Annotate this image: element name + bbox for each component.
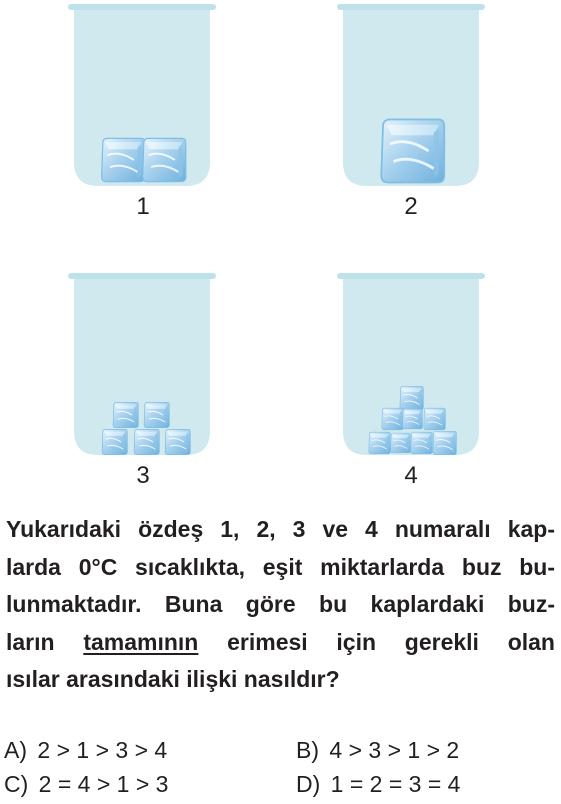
underlined-word: tamamının — [83, 628, 199, 655]
option-c[interactable] — [4, 771, 168, 798]
beaker-1-label: 1 — [136, 193, 150, 220]
option-c-text: 2 = 4 > 1 > 3 — [38, 771, 169, 797]
ice-block — [381, 120, 444, 183]
option-d-letter: D) — [296, 771, 321, 797]
beaker-2 — [337, 4, 487, 189]
beaker-2-graphic — [337, 4, 487, 189]
beaker-1 — [68, 4, 218, 189]
beaker-1-graphic — [68, 4, 218, 189]
question-line-2: larda 0°C sıcaklıkta, eşit miktarlarda buz bu- — [6, 553, 555, 580]
question-line-4 — [6, 624, 555, 662]
option-b-letter: B) — [296, 737, 319, 763]
option-c-letter: C) — [4, 771, 29, 797]
question-line-4-pre: ların — [6, 628, 84, 655]
option-d[interactable] — [296, 771, 460, 798]
beaker-3 — [68, 273, 218, 458]
beaker-4-label: 4 — [404, 462, 418, 489]
question-line-4-post: erimesi için gerekli olan — [198, 628, 555, 655]
ice-cubes — [102, 138, 186, 181]
beaker-4-graphic — [337, 273, 487, 458]
option-a[interactable] — [4, 737, 167, 764]
beaker-3-label: 3 — [136, 462, 150, 489]
option-d-text: 1 = 2 = 3 = 4 — [330, 771, 461, 797]
question-line-5: ısılar arasındaki ilişki nasıldır? — [6, 666, 340, 692]
beaker-2-label: 2 — [404, 193, 418, 220]
beaker-4 — [337, 273, 487, 458]
question-line-1: Yukarıdaki özdeş 1, 2, 3 ve 4 numaralı kap- — [6, 516, 555, 542]
beaker-3-graphic — [68, 273, 218, 458]
option-a-text: 2 > 1 > 3 > 4 — [37, 737, 168, 763]
option-b[interactable] — [296, 737, 459, 764]
option-a-letter: A) — [4, 737, 27, 763]
question-text — [6, 511, 555, 699]
question-line-3: lunmaktadır. Buna göre bu kaplardaki buz- — [6, 591, 555, 617]
option-b-text: 4 > 3 > 1 > 2 — [329, 737, 460, 763]
